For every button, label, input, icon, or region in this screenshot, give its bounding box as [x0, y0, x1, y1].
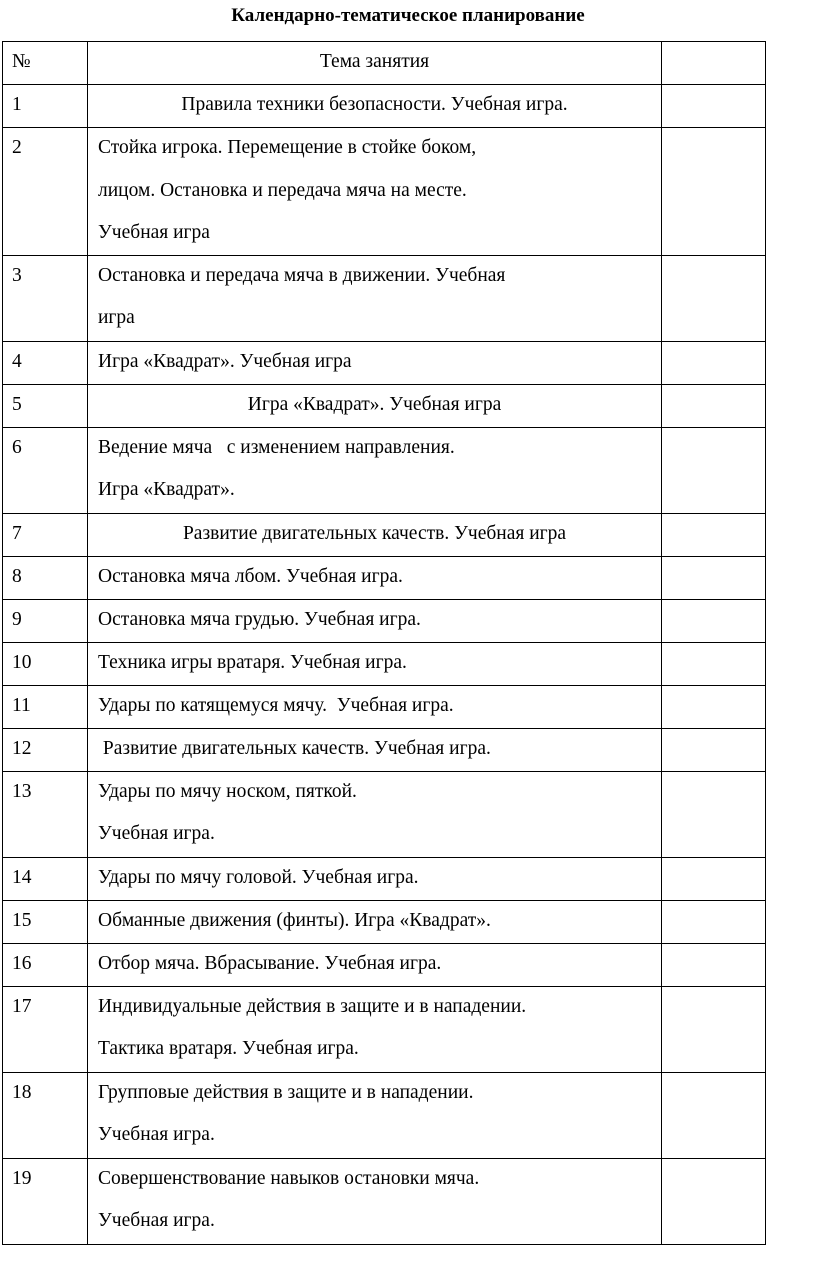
header-num: №	[3, 42, 88, 85]
row-number: 9	[3, 599, 88, 642]
row-extra	[662, 728, 766, 771]
row-extra	[662, 599, 766, 642]
row-topic	[88, 1072, 662, 1158]
row-topic	[88, 599, 662, 642]
topic-line: Техника игры вратаря. Учебная игра.	[98, 651, 407, 673]
page-title: Календарно-тематическое планирование	[231, 5, 585, 26]
table-row	[3, 255, 766, 341]
topic-line: лицом. Остановка и передача мяча на месте.	[98, 179, 467, 201]
table-row	[3, 728, 766, 771]
row-number: 18	[3, 1072, 88, 1158]
row-number: 8	[3, 556, 88, 599]
topic-line: Удары по мячу носком, пяткой.	[98, 780, 357, 802]
row-topic	[88, 255, 662, 341]
row-topic	[88, 728, 662, 771]
row-topic	[88, 427, 662, 513]
topic-line: Групповые действия в защите и в нападении.	[98, 1081, 474, 1103]
row-number: 4	[3, 341, 88, 384]
row-number: 2	[3, 128, 88, 256]
topic-line: Учебная игра.	[98, 1210, 215, 1231]
row-topic	[88, 85, 662, 128]
row-extra	[662, 384, 766, 427]
row-number: 3	[3, 255, 88, 341]
table-row	[3, 771, 766, 857]
header-topic: Тема занятия	[88, 42, 662, 85]
row-number: 5	[3, 384, 88, 427]
topic-line: Развитие двигательных качеств. Учебная игра.	[98, 737, 491, 759]
row-number: 6	[3, 427, 88, 513]
topic-line: Стойка игрока. Перемещение в стойке боком,	[98, 137, 477, 158]
row-extra	[662, 943, 766, 986]
topic-line: Игра «Квадрат». Учебная игра	[98, 350, 352, 372]
row-number: 12	[3, 728, 88, 771]
topic-line: игра	[98, 307, 135, 328]
table-row	[3, 384, 766, 427]
topic-line: Ведение мяча с изменением направления.	[98, 436, 455, 458]
row-extra	[662, 556, 766, 599]
row-extra	[662, 85, 766, 128]
topic-line: Обманные движения (финты). Игра «Квадрат».	[98, 909, 491, 931]
row-topic	[88, 685, 662, 728]
row-extra	[662, 900, 766, 943]
table-row	[3, 986, 766, 1072]
topic-line: Остановка мяча лбом. Учебная игра.	[98, 565, 403, 587]
row-number: 17	[3, 986, 88, 1072]
table-row	[3, 857, 766, 900]
row-topic	[88, 384, 662, 427]
row-extra	[662, 255, 766, 341]
table-row	[3, 556, 766, 599]
row-topic	[88, 642, 662, 685]
row-extra	[662, 513, 766, 556]
table-row	[3, 128, 766, 256]
table-row	[3, 943, 766, 986]
row-topic	[88, 513, 662, 556]
table-row	[3, 900, 766, 943]
topic-line: Учебная игра.	[98, 1124, 215, 1145]
table-row	[3, 685, 766, 728]
row-topic	[88, 1158, 662, 1244]
topic-line: Тактика вратаря. Учебная игра.	[98, 1038, 359, 1059]
row-number: 14	[3, 857, 88, 900]
row-number: 15	[3, 900, 88, 943]
row-topic	[88, 943, 662, 986]
topic-line: Остановка мяча грудью. Учебная игра.	[98, 608, 421, 630]
topic-line: Остановка и передача мяча в движении. Учебная	[98, 264, 506, 286]
row-topic	[88, 341, 662, 384]
table-row	[3, 427, 766, 513]
row-number: 19	[3, 1158, 88, 1244]
table-row	[3, 1158, 766, 1244]
row-extra	[662, 427, 766, 513]
topic-line: Удары по мячу головой. Учебная игра.	[98, 866, 419, 888]
schedule-table	[2, 41, 766, 1245]
table-header-row	[3, 42, 766, 85]
table-row	[3, 599, 766, 642]
table-row	[3, 341, 766, 384]
row-number: 1	[3, 85, 88, 128]
row-extra	[662, 685, 766, 728]
topic-line: Развитие двигательных качеств. Учебная игра	[182, 522, 567, 544]
table-row	[3, 85, 766, 128]
header-extra	[662, 42, 766, 85]
row-extra	[662, 128, 766, 256]
table-row	[3, 513, 766, 556]
row-topic	[88, 857, 662, 900]
row-topic	[88, 986, 662, 1072]
row-topic	[88, 771, 662, 857]
topic-line: Учебная игра	[98, 222, 210, 243]
table-row	[3, 1072, 766, 1158]
row-extra	[662, 341, 766, 384]
row-topic	[88, 128, 662, 256]
row-extra	[662, 1158, 766, 1244]
topic-line: Индивидуальные действия в защите и в нападении.	[98, 995, 527, 1017]
row-number: 10	[3, 642, 88, 685]
row-extra	[662, 857, 766, 900]
topic-line: Игра «Квадрат». Учебная игра	[247, 393, 502, 415]
topic-line: Игра «Квадрат».	[98, 479, 235, 500]
topic-line: Отбор мяча. Вбрасывание. Учебная игра.	[98, 952, 442, 974]
topic-line: Совершенствование навыков остановки мяча.	[98, 1167, 480, 1189]
row-number: 11	[3, 685, 88, 728]
table-row	[3, 642, 766, 685]
topic-line: Правила техники безопасности. Учебная игра.	[181, 94, 568, 115]
row-extra	[662, 642, 766, 685]
row-extra	[662, 1072, 766, 1158]
row-number: 16	[3, 943, 88, 986]
row-topic	[88, 556, 662, 599]
row-extra	[662, 986, 766, 1072]
row-extra	[662, 771, 766, 857]
row-number: 7	[3, 513, 88, 556]
topic-line: Учебная игра.	[98, 823, 215, 844]
row-number: 13	[3, 771, 88, 857]
topic-line: Удары по катящемуся мячу. Учебная игра.	[98, 694, 454, 716]
row-topic	[88, 900, 662, 943]
